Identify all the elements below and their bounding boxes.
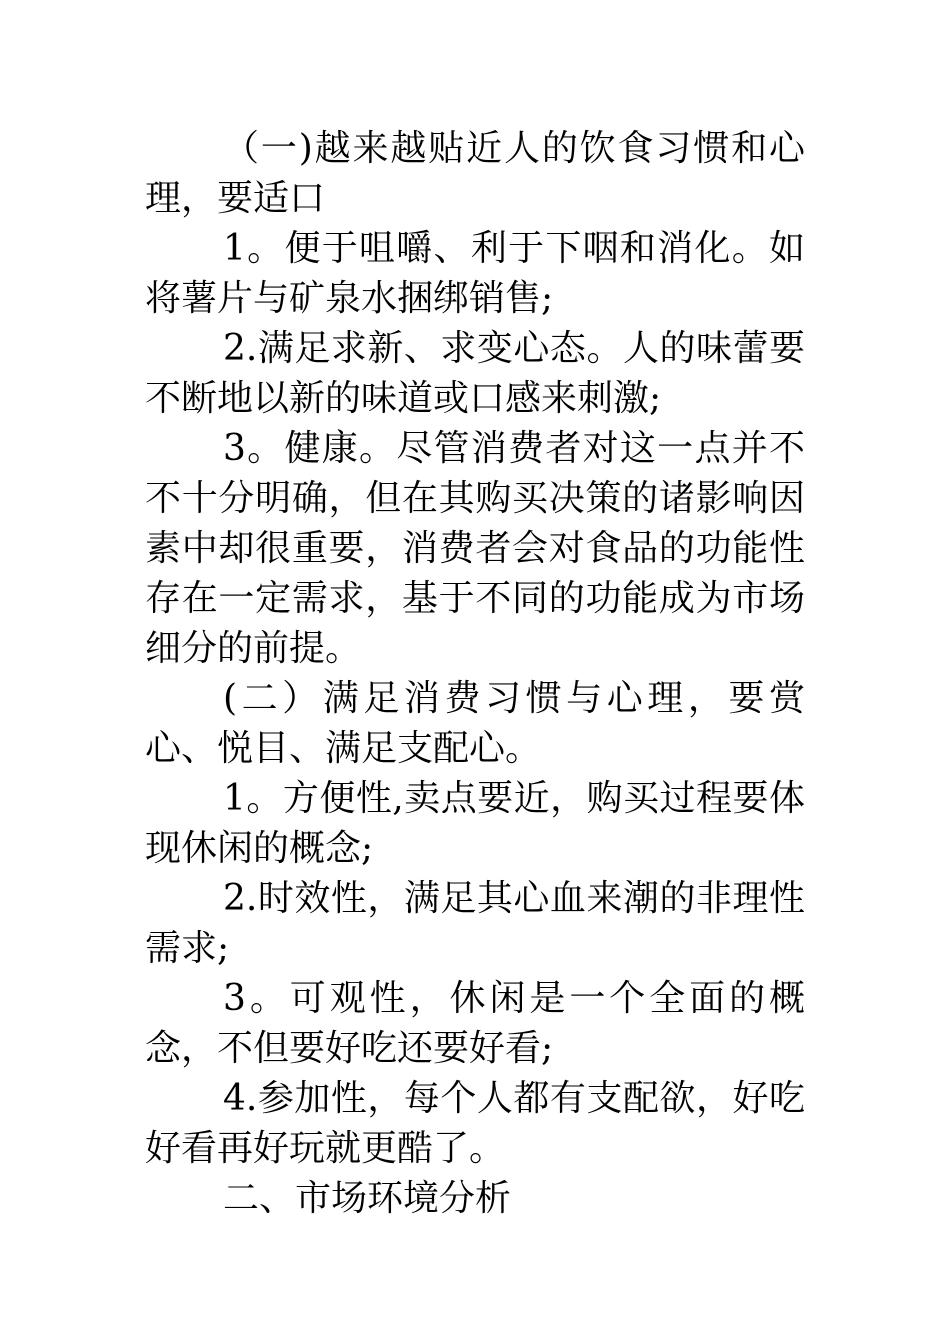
section-heading-1: （一)越来越贴近人的饮食习惯和心理，要适口 <box>145 128 805 219</box>
section-heading-2: (二）满足消费习惯与心理，要赏心、悦目、满足支配心。 <box>145 678 805 769</box>
list-item-6: 3。可观性，休闲是一个全面的概念，不但要好吃还要好看; <box>145 978 805 1069</box>
section-heading-3: 二、市场环境分析 <box>223 1178 512 1219</box>
list-item-7: 4.参加性，每个人都有支配欲，好吃好看再好玩就更酷了。 <box>145 1078 805 1169</box>
list-item-5: 2.时效性，满足其心血来潮的非理性需求; <box>145 878 805 969</box>
document-body <box>145 124 805 1224</box>
list-item-1: 1。便于咀嚼、利于下咽和消化。如将薯片与矿泉水捆绑销售; <box>145 228 805 319</box>
list-item-2: 2.满足求新、求变心态。人的味蕾要不断地以新的味道或口感来刺激; <box>145 328 805 419</box>
list-item-3: 3。健康。尽管消费者对这一点并不不十分明确，但在其购买决策的诸影响因素中却很重要，消费者会对食品的功能性存在一定需求，基于不同的功能成为市场细分的前提。 <box>145 428 805 669</box>
list-item-4: 1。方便性,卖点要近，购买过程要体现休闲的概念; <box>145 778 805 869</box>
